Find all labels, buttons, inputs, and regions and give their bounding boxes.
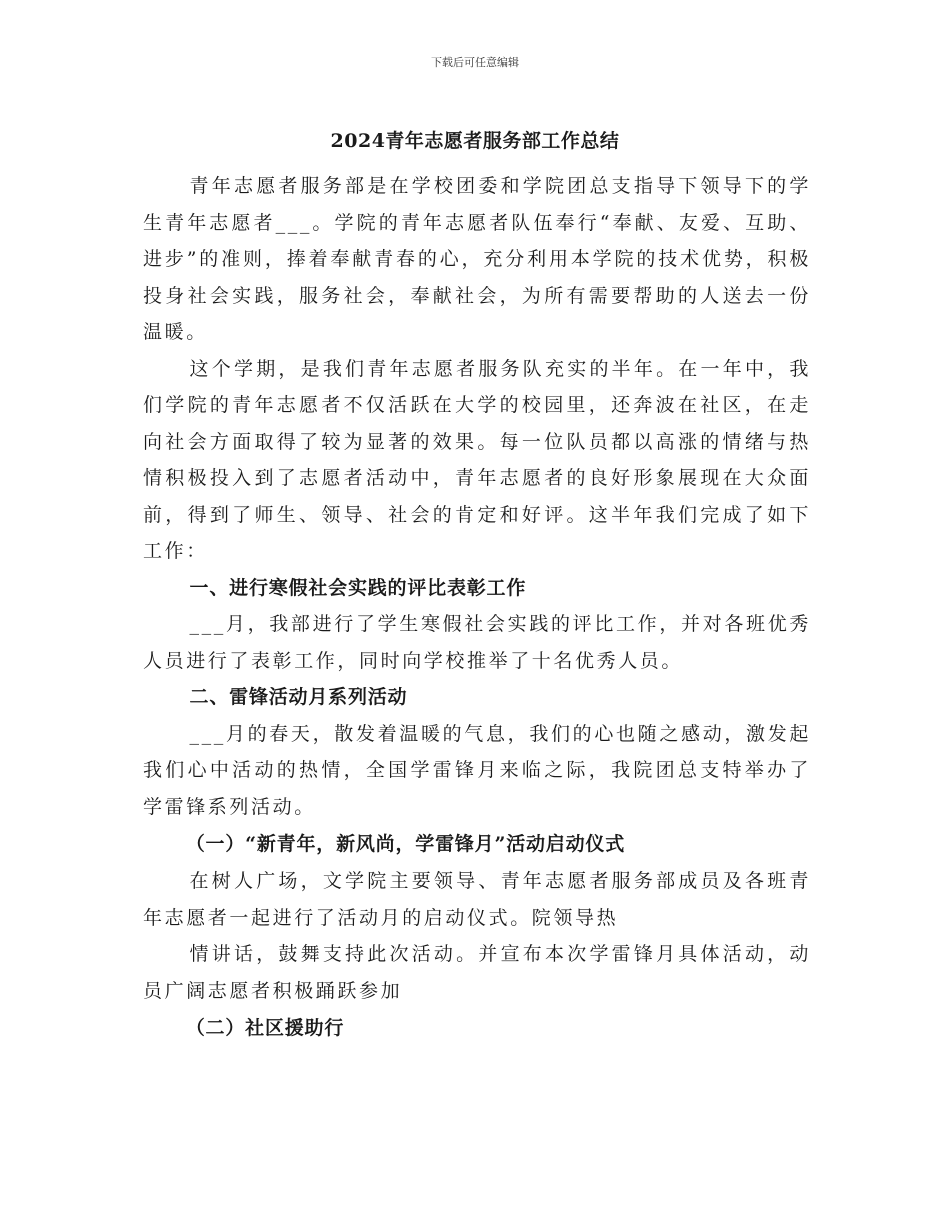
heading-section-2: 二、雷锋活动月系列活动 xyxy=(189,686,408,708)
paragraph-section-2: ___月的春天，散发着温暖的气息，我们的心也随之感动，激发起我们心中活动的热情，全国学雷锋月来临之际，我院团总支特举办了学雷锋系列活动。 xyxy=(143,722,811,818)
paragraph-subsection-1b: 情讲话，鼓舞支持此次活动。并宣布本次学雷锋月具体活动，动员广阔志愿者积极踊跃参加 xyxy=(143,943,811,1002)
heading-subsection-1: （一）“新青年，新风尚，学雷锋月”活动启动仪式 xyxy=(185,833,626,855)
document-body xyxy=(143,168,811,1047)
heading-section-1: 一、进行寒假社会实践的评比表彰工作 xyxy=(189,576,527,599)
paragraph-section-1: ___月，我部进行了学生寒假社会实践的评比工作，并对各班优秀人员进行了表彰工作，同时向学校推举了十名优秀人员。 xyxy=(143,613,811,672)
paragraph-semester: 这个学期，是我们青年志愿者服务队充实的半年。在一年中，我们学院的青年志愿者不仅活跃在大学的校园里，还奔波在社区，在走向社会方面取得了较为显著的效果。每一位队员都以高涨的情绪与热情积极投入到了志愿者活动中，青年志愿者的良好形象展现在大众面前，得到了师生、领导、社会的肯定和好评。这半年我们完成了如下工作： xyxy=(143,357,811,562)
paragraph-subsection-1a: 在树人广场，文学院主要领导、青年志愿者服务部成员及各班青年志愿者一起进行了活动月的启动仪式。院领导热 xyxy=(143,870,811,929)
document-title: 2024青年志愿者服务部工作总结 xyxy=(330,130,620,152)
heading-subsection-2: （二）社区援助行 xyxy=(185,1017,345,1039)
paragraph-intro: 青年志愿者服务部是在学校团委和学院团总支指导下领导下的学生青年志愿者___。学院的青年志愿者队伍奉行“奉献、友爱、互助、进步”的准则，捧着奉献青春的心，充分利用本学院的技术优势，积极投身社会实践，服务社会，奉献社会，为所有需要帮助的人送去一份温暖。 xyxy=(143,175,811,343)
header-note: 下载后可任意编辑 xyxy=(431,56,519,69)
